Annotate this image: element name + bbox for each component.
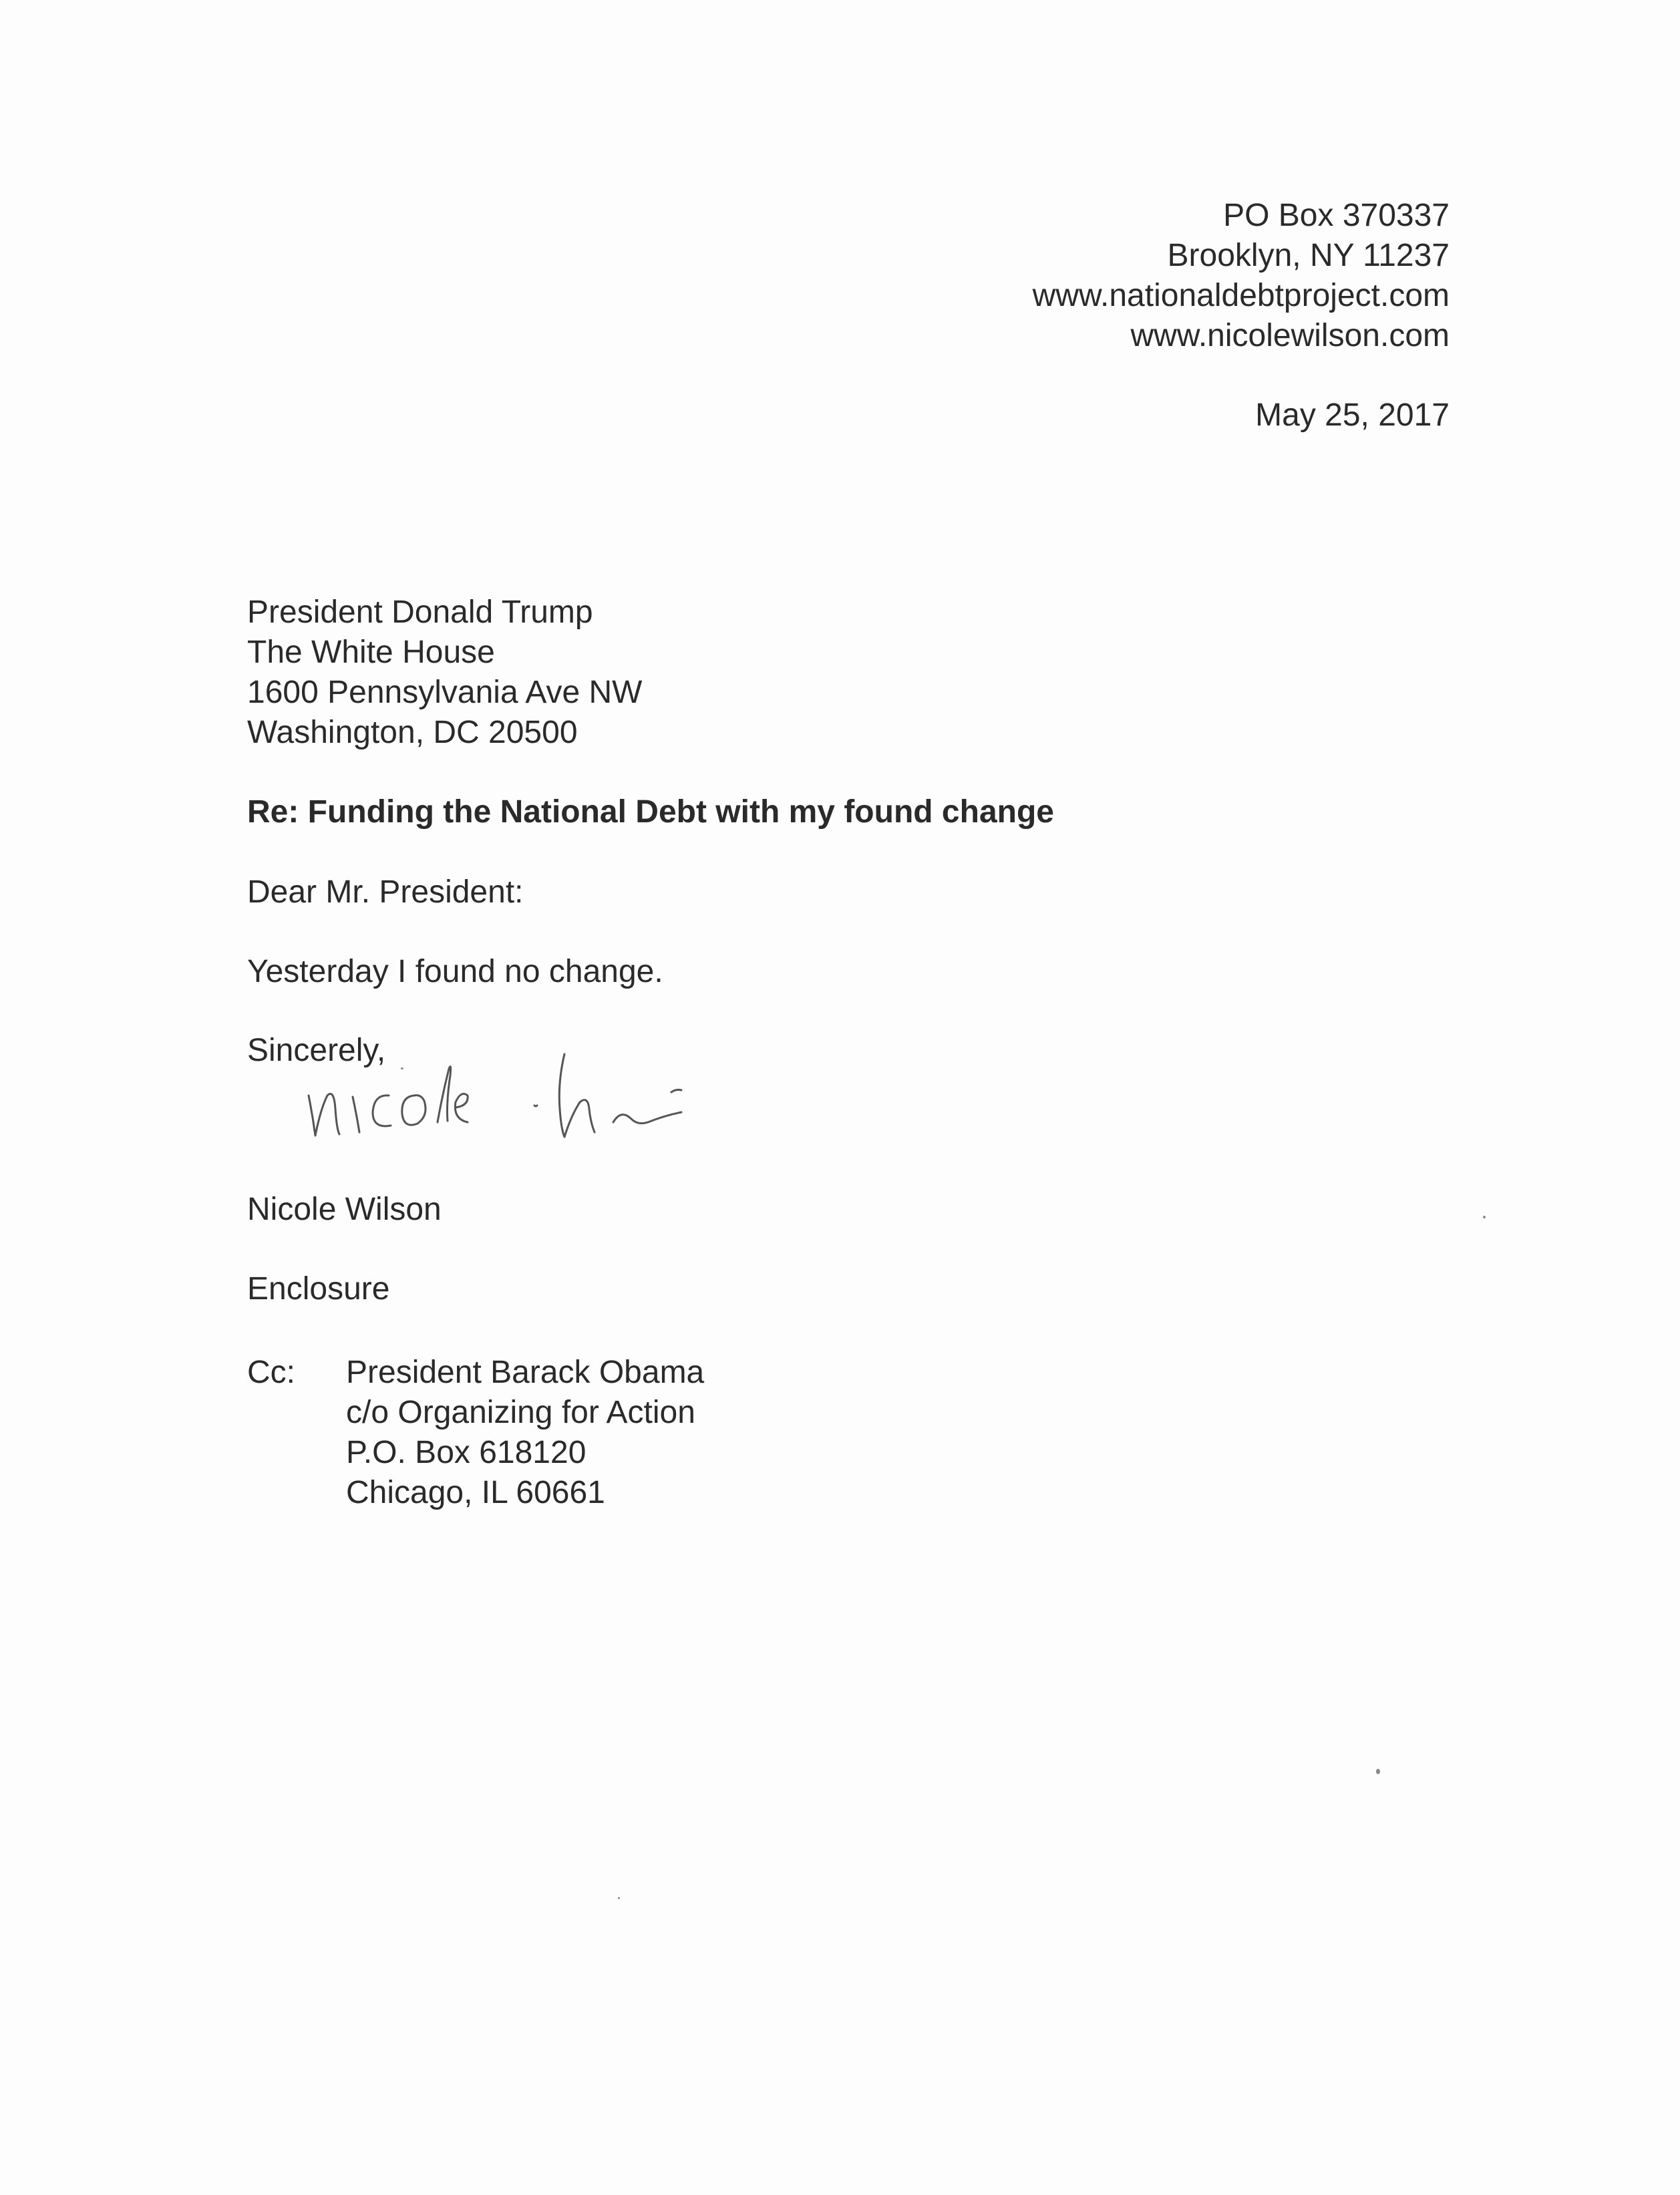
scan-speck bbox=[401, 1067, 403, 1069]
scan-speck bbox=[1483, 1216, 1486, 1218]
recipient-city: Washington, DC 20500 bbox=[247, 715, 578, 750]
cc-label: Cc: bbox=[247, 1355, 295, 1390]
cc-line2: c/o Organizing for Action bbox=[346, 1395, 695, 1430]
cc-line1: President Barack Obama bbox=[346, 1355, 705, 1390]
enclosure-note: Enclosure bbox=[247, 1271, 390, 1307]
handwritten-signature bbox=[301, 1022, 715, 1156]
cc-line3: P.O. Box 618120 bbox=[346, 1435, 586, 1470]
body-text: Yesterday I found no change. bbox=[247, 954, 663, 989]
recipient-org: The White House bbox=[247, 635, 495, 670]
cc-line4: Chicago, IL 60661 bbox=[346, 1475, 605, 1510]
recipient-name: President Donald Trump bbox=[247, 595, 593, 630]
signature-typed-name: Nicole Wilson bbox=[247, 1192, 442, 1227]
sender-address-line1: PO Box 370337 bbox=[1223, 198, 1450, 233]
scan-speck bbox=[618, 1897, 620, 1899]
closing: Sincerely, bbox=[247, 1033, 386, 1068]
letter-date: May 25, 2017 bbox=[1255, 397, 1450, 433]
sender-website1: www.nationaldebtproject.com bbox=[1032, 278, 1450, 313]
sender-address-line2: Brooklyn, NY 11237 bbox=[1167, 238, 1450, 273]
scan-speck bbox=[1376, 1769, 1380, 1774]
salutation: Dear Mr. President: bbox=[247, 874, 524, 910]
sender-website2: www.nicolewilson.com bbox=[1130, 318, 1450, 353]
subject-line: Re: Funding the National Debt with my found change bbox=[247, 794, 1054, 830]
recipient-street: 1600 Pennsylvania Ave NW bbox=[247, 675, 643, 710]
